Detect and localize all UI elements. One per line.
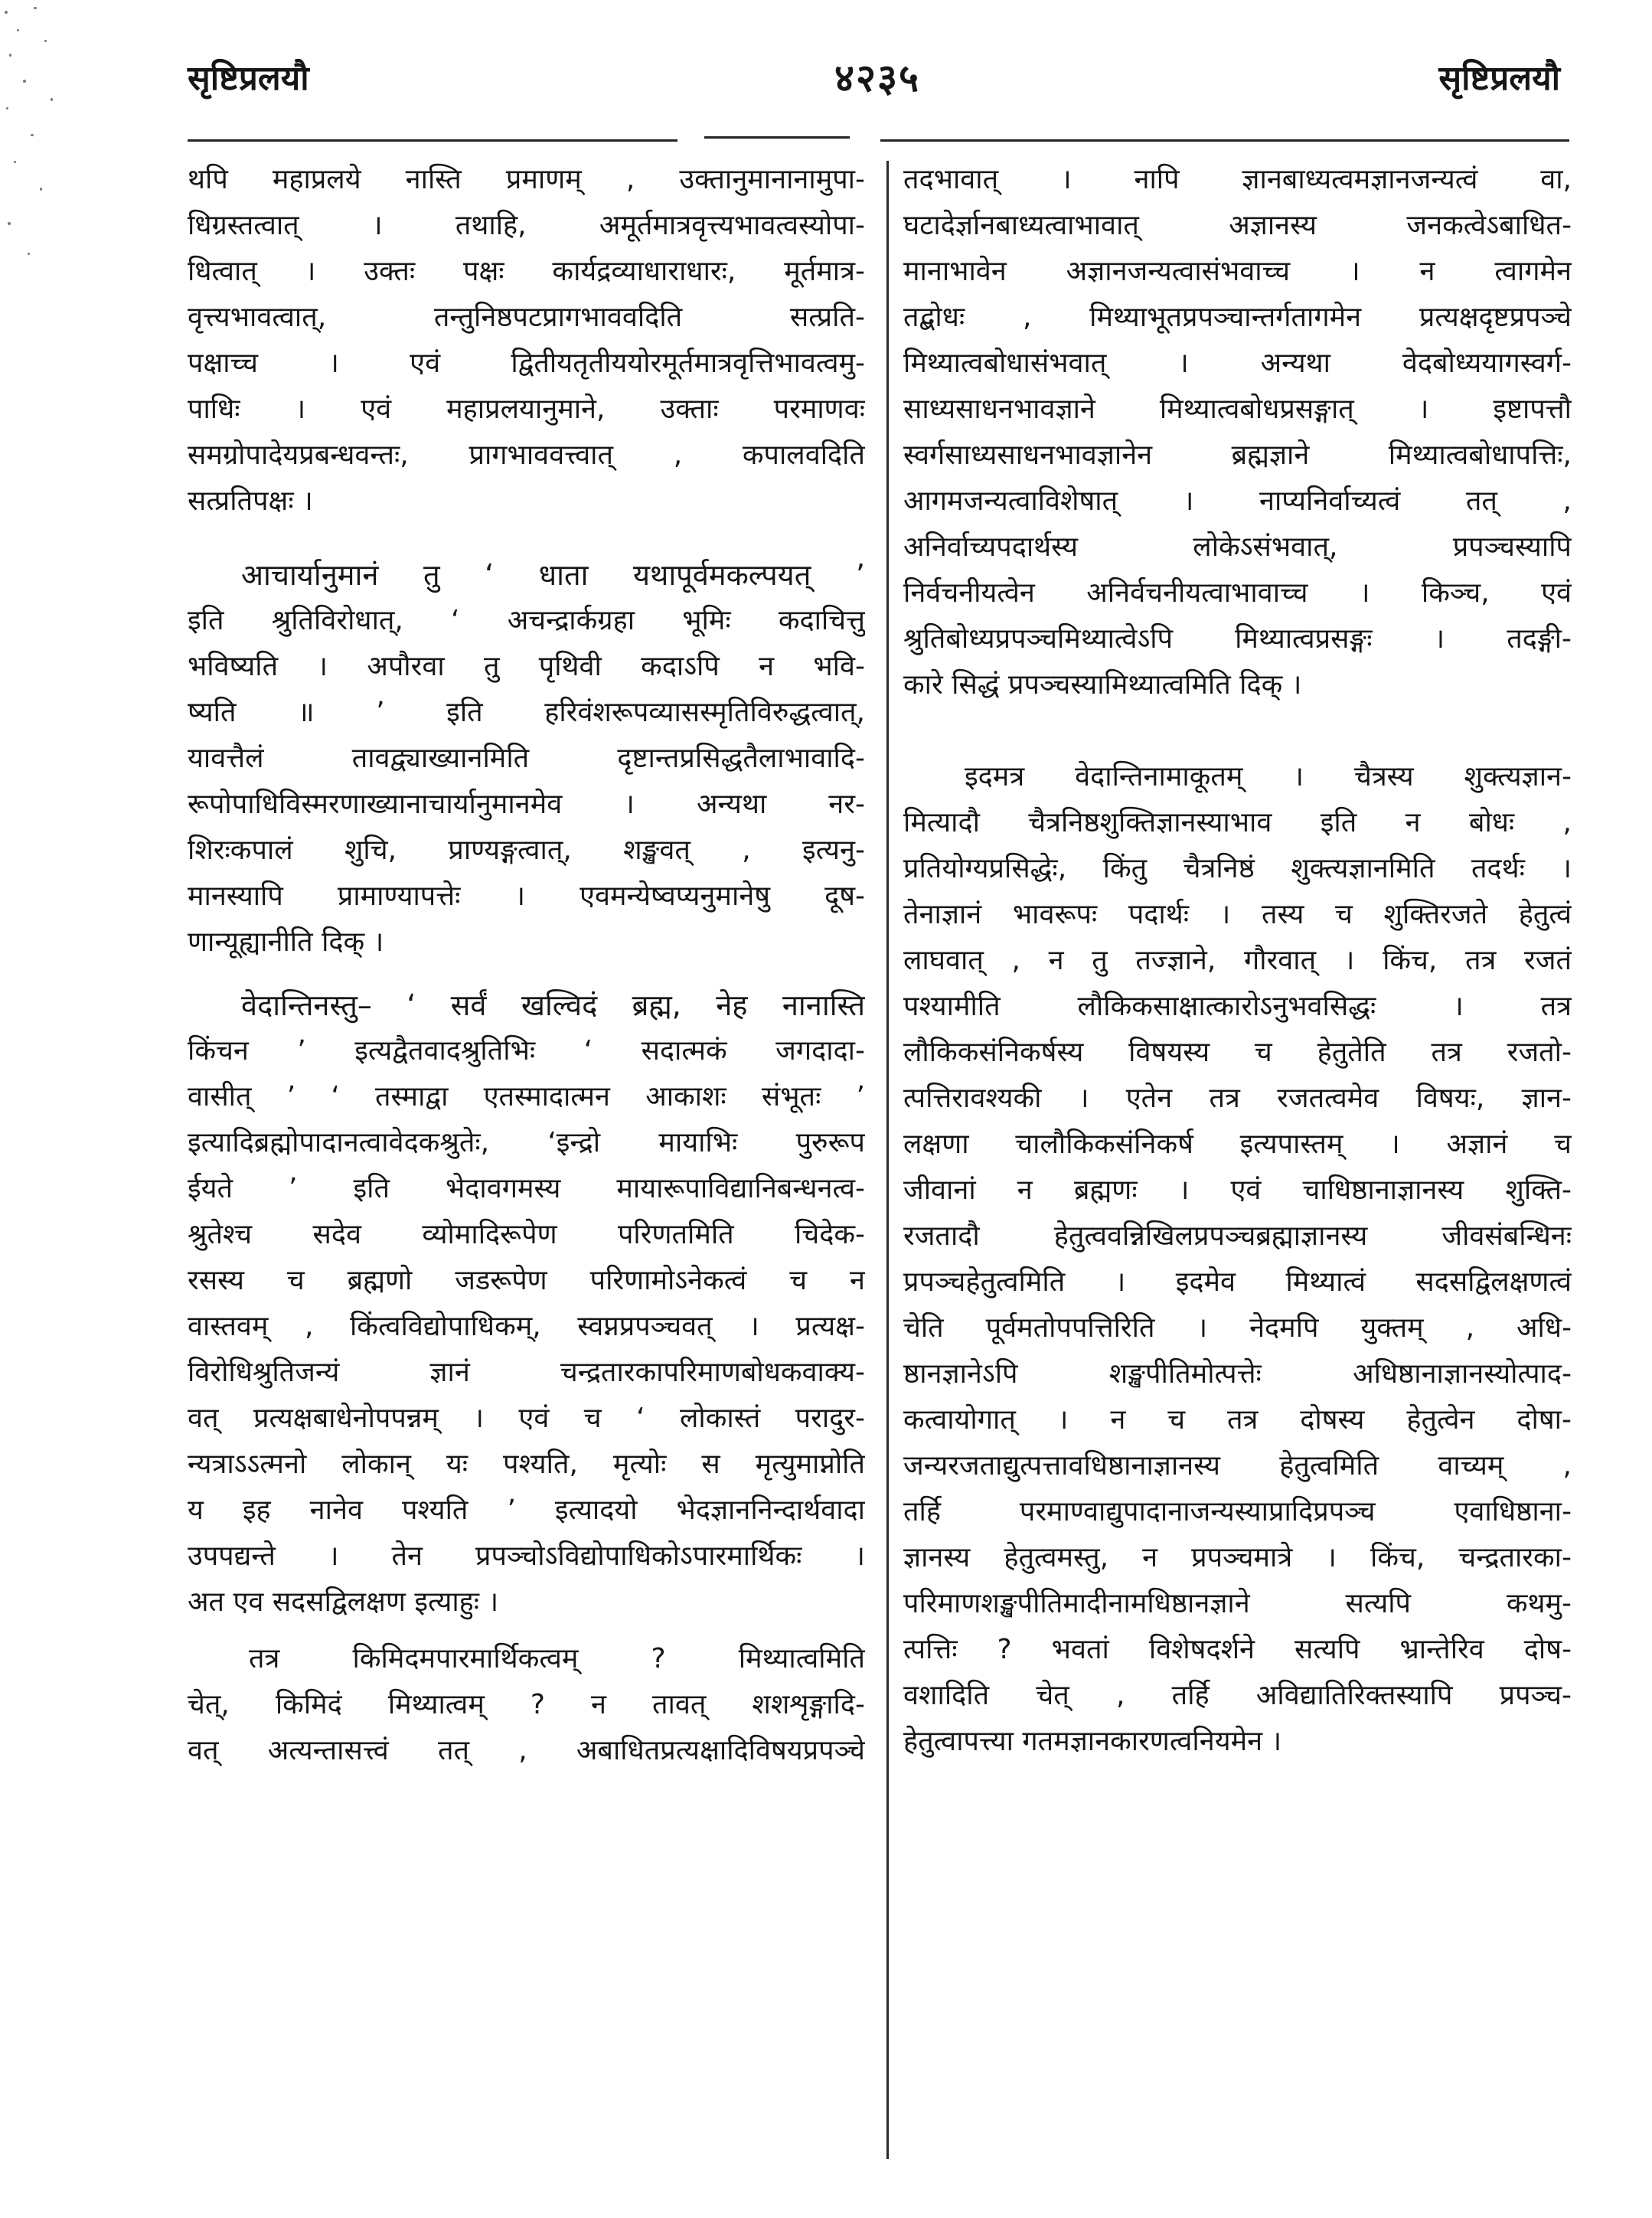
- text-line: त्पत्तिरावश्यकी । एतेन तत्र रजतत्वमेव विषयः, ज्ञान-: [903, 1083, 1572, 1114]
- text-line: चेत्, किमिदं मिथ्यात्वम् ? न तावत् शशशृङ्गादि-: [188, 1689, 865, 1720]
- scan-speck: [6, 107, 8, 109]
- text-line: जीवानां न ब्रह्मणः । एवं चाधिष्ठानाज्ञानस्य शुक्ति-: [903, 1174, 1572, 1206]
- text-line: वास्तवम् , किंत्वविद्योपाधिकम्, स्वप्नप्रपञ्चवत् । प्रत्यक्ष-: [188, 1311, 865, 1342]
- text-line: भविष्यति । अपौरवा तु पृथिवी कदाऽपि न भवि-: [188, 651, 865, 682]
- header-rule-right: [880, 139, 1569, 142]
- header-left-title: सृष्टिप्रलयौ: [188, 59, 309, 98]
- paragraph-gap: [188, 524, 865, 552]
- text-line: श्रुतिबोध्यप्रपञ्चमिथ्यात्वेऽपि मिथ्यात्वप्रसङ्गः । तदङ्गी-: [903, 623, 1572, 655]
- text-line: किंचन ’ इत्यद्वैतवादश्रुतिभिः ‘ सदात्मकं जगदादा-: [188, 1035, 865, 1067]
- text-line: तेनाज्ञानं भावरूपः पदार्थः । तस्य च शुक्तिरजते हेतुत्वं: [903, 899, 1572, 930]
- left-column: [188, 157, 865, 2186]
- text-line: त्पत्तिः ? भवतां विशेषदर्शने सत्यपि भ्रान्तेरिव दोष-: [903, 1634, 1572, 1665]
- text-line: चेति पूर्वमतोपपत्तिरिति । नेदमपि युक्तम् , अधि-: [903, 1312, 1572, 1344]
- text-line: ष्ठानज्ञानेऽपि शङ्खपीतिमोत्पत्तेः अधिष्ठानाज्ञानस्योत्पाद-: [903, 1358, 1572, 1390]
- text-line: उपपद्यन्ते । तेन प्रपञ्चोऽविद्योपाधिकोऽपारमार्थिकः ।: [188, 1540, 865, 1572]
- text-line: प्रतियोग्यप्रसिद्धेः, किंतु चैत्रनिष्ठं शुक्त्यज्ञानमिति तदर्थः ।: [903, 853, 1572, 884]
- text-line: धित्वात् । उक्तः पक्षः कार्यद्रव्याधाराधारः, मूर्तमात्र-: [188, 256, 865, 287]
- header-right-title: सृष्टिप्रलयौ: [1438, 59, 1560, 98]
- text-line: प्रपञ्चहेतुत्वमिति । इदमेव मिथ्यात्वं सदसद्विलक्षणत्वं: [903, 1266, 1572, 1298]
- text-line: पाधिः । एवं महाप्रलयानुमाने, उक्ताः परमाणवः: [188, 394, 865, 425]
- text-line: अत एव सदसद्विलक्षण इत्याहुः ।: [188, 1586, 499, 1618]
- scan-speck: [5, 11, 8, 14]
- text-line: हेतुत्वापत्त्या गतमज्ञानकारणत्वनियमेन ।: [903, 1726, 1282, 1757]
- text-line: शिरःकपालं शुचि, प्राण्यङ्गत्वात्, शङ्खवत् , इत्यनु-: [188, 835, 865, 866]
- paragraph-gap: [188, 965, 865, 982]
- text-line: वत् प्रत्यक्षबाधेनोपपन्नम् । एवं च ‘ लोकास्तं परादुर-: [188, 1403, 865, 1434]
- scan-speck: [8, 222, 11, 225]
- header-rule-center: [704, 136, 850, 139]
- text-line: लाघवात् , न तु तज्ज्ञाने, गौरवात् । किंच, तत्र रजतं: [903, 945, 1572, 976]
- text-line: रसस्य च ब्रह्मणो जडरूपेण परिणामोऽनेकत्वं च न: [188, 1265, 865, 1296]
- text-line: मिथ्यात्वबोधासंभवात् । अन्यथा वेदबोध्ययागस्वर्ग-: [903, 348, 1572, 379]
- text-line: णान्यूह्यानीति दिक् ।: [188, 926, 384, 958]
- text-line: य इह नानेव पश्यति ’ इत्यादयो भेदज्ञाननिन्दार्थवादा: [188, 1494, 865, 1526]
- text-line: समग्रोपादेयप्रबन्धवन्तः, प्रागभाववत्त्वात् , कपालवदिति: [188, 439, 865, 471]
- column-divider: [886, 161, 889, 2159]
- text-line: मित्यादौ चैत्रनिष्ठशुक्तिज्ञानस्याभाव इति न बोधः ,: [903, 807, 1572, 838]
- text-line: न्यत्राऽऽत्मनो लोकान् यः पश्यति, मृत्योः स मृत्युमाप्नोति: [188, 1449, 865, 1480]
- text-line: लक्षणा चालौकिकसंनिकर्ष इत्यपास्तम् । अज्ञानं च: [903, 1129, 1572, 1160]
- paragraph-start-line: इदमत्र वेदान्तिनामाकूतम् । चैत्रस्य शुक्त्यज्ञान-: [965, 761, 1572, 792]
- text-line: इति श्रुतिविरोधात्, ‘ अचन्द्रार्कग्रहा भूमिः कदाचित्तु: [188, 605, 865, 636]
- text-line: निर्वचनीयत्वेन अनिर्वचनीयत्वाभावाच्च । किञ्च, एवं: [903, 577, 1572, 609]
- paragraph-gap: [188, 1625, 865, 1636]
- scan-speck: [31, 134, 34, 136]
- scan-speck: [28, 253, 30, 255]
- text-line: सत्प्रतिपक्षः ।: [188, 485, 313, 517]
- text-line: कारे सिद्धं प्रपञ्चस्यामिथ्यात्वमिति दिक् ।: [903, 669, 1302, 701]
- scan-speck: [34, 7, 37, 9]
- scan-speck: [17, 29, 19, 31]
- text-line: यावत्तैलं तावद्व्याख्यानमिति दृष्टान्तप्रसिद्धतैलाभावादि-: [188, 743, 865, 774]
- scan-speck: [23, 80, 26, 83]
- text-line: घटादेर्ज्ञानबाध्यत्वाभावात् अज्ञानस्य जनकत्वेऽबाधित-: [903, 210, 1572, 241]
- text-line: धिग्रस्तत्वात् । तथाहि, अमूर्तमात्रवृत्त्यभावत्वस्योपा-: [188, 210, 865, 241]
- right-column: [903, 157, 1572, 2186]
- text-line: इत्यादिब्रह्मोपादानत्वावेदकश्रुतेः, ‘इन्द्रो मायाभिः पुरुरूप: [188, 1127, 865, 1158]
- text-line: तदभावात् । नापि ज्ञानबाध्यत्वमज्ञानजन्यत्वं वा,: [903, 164, 1572, 195]
- text-line: वशादिति चेत् , तर्हि अविद्यातिरिक्तस्यापि प्रपञ्च-: [903, 1680, 1572, 1711]
- text-line: कत्वायोगात् । न च तत्र दोषस्य हेतुत्वेन दोषा-: [903, 1404, 1572, 1436]
- text-line: मानाभावेन अज्ञानजन्यत्वासंभवाच्च । न त्वागमेन: [903, 256, 1572, 287]
- text-line: अनिर्वाच्यपदार्थस्य लोकेऽसंभवात्, प्रपञ्चस्यापि: [903, 531, 1572, 563]
- scan-speck: [40, 188, 42, 191]
- text-line: तद्बोधः , मिथ्याभूतप्रपञ्चान्तर्गतागमेन प्रत्यक्षदृष्टप्रपञ्चे: [903, 302, 1572, 333]
- text-line: ज्ञानस्य हेतुत्वमस्तु, न प्रपञ्चमात्रे । किंच, चन्द्रतारका-: [903, 1542, 1572, 1573]
- text-line: स्वर्गसाध्यसाधनभावज्ञानेन ब्रह्मज्ञाने मिथ्यात्वबोधापत्तिः,: [903, 439, 1572, 471]
- text-line: पक्षाच्च । एवं द्वितीयतृतीययोरमूर्तमात्रवृत्तिभावत्वमु-: [188, 348, 865, 379]
- scan-speck: [51, 98, 53, 101]
- scan-speck: [44, 40, 47, 42]
- text-line: वृत्त्यभावत्वात्, तन्तुनिष्ठपटप्रागभाववदिति सत्प्रति-: [188, 302, 865, 333]
- text-line: वासीत् ’ ‘ तस्माद्वा एतस्मादात्मन आकाशः संभूतः ’: [188, 1081, 865, 1112]
- text-line: रूपोपाधिविस्मरणाख्यानाचार्यानुमानमेव । अन्यथा नर-: [188, 789, 865, 820]
- text-line: मानस्यापि प्रामाण्यापत्तेः । एवमन्येष्वप्यनुमानेषु दूष-: [188, 880, 865, 912]
- paragraph-start-line: वेदान्तिनस्तु– ‘ सर्वं खल्विदं ब्रह्म, नेह नानास्ति: [241, 988, 865, 1022]
- paragraph-start-line: तत्र किमिदमपारमार्थिकत्वम् ? मिथ्यात्वमिति: [249, 1643, 865, 1674]
- text-line: श्रुतेश्च सदेव व्योमादिरूपेण परिणतमिति चिदेक-: [188, 1219, 865, 1250]
- text-line: थपि महाप्रलये नास्ति प्रमाणम् , उक्तानुमानानामुपा-: [188, 164, 865, 195]
- scan-speck: [9, 54, 11, 57]
- paragraph-gap: [903, 708, 1572, 754]
- header-rule-left: [188, 139, 677, 142]
- text-line: वत् अत्यन्तासत्त्वं तत् , अबाधितप्रत्यक्षादिविषयप्रपञ्चे: [188, 1735, 865, 1766]
- text-line: लौकिकसंनिकर्षस्य विषयस्य च हेतुतेति तत्र रजतो-: [903, 1037, 1572, 1068]
- text-line: ष्यति ॥ ’ इति हरिवंशरूपव्यासस्मृतिविरुद्धत्वात्,: [188, 697, 865, 728]
- text-line: आगमजन्यत्वाविशेषात् । नाप्यनिर्वाच्यत्वं तत् ,: [903, 485, 1572, 517]
- text-line: जन्यरजताद्युत्पत्तावधिष्ठानाज्ञानस्य हेतुत्वमिति वाच्यम् ,: [903, 1450, 1572, 1481]
- text-line: पश्यामीति लौकिकसाक्षात्कारोऽनुभवसिद्धः । तत्र: [903, 991, 1572, 1022]
- text-line: तर्हि परमाण्वाद्युपादानाजन्यस्याप्रादिप्रपञ्च एवाधिष्ठाना-: [903, 1496, 1572, 1527]
- paragraph-start-line: आचार्यानुमानं तु ‘ धाता यथापूर्वमकल्पयत् ’: [241, 558, 865, 592]
- text-line: ईयते ’ इति भेदावगमस्य मायारूपाविद्यानिबन्धनत्व-: [188, 1173, 865, 1204]
- page-number: ४२३५: [834, 56, 920, 100]
- text-line: विरोधिश्रुतिजन्यं ज्ञानं चन्द्रतारकापरिमाणबोधकवाक्य-: [188, 1357, 865, 1388]
- text-line: साध्यसाधनभावज्ञाने मिथ्यात्वबोधप्रसङ्गात् । इष्टापत्तौ: [903, 394, 1572, 425]
- scan-speck: [14, 161, 16, 163]
- text-line: परिमाणशङ्खपीतिमादीनामधिष्ठानज्ञाने सत्यपि कथमु-: [903, 1588, 1572, 1619]
- running-header: [188, 54, 1560, 115]
- text-line: रजतादौ हेतुत्ववन्निखिलप्रपञ्चब्रह्माज्ञानस्य जीवसंबन्धिनः: [903, 1220, 1572, 1252]
